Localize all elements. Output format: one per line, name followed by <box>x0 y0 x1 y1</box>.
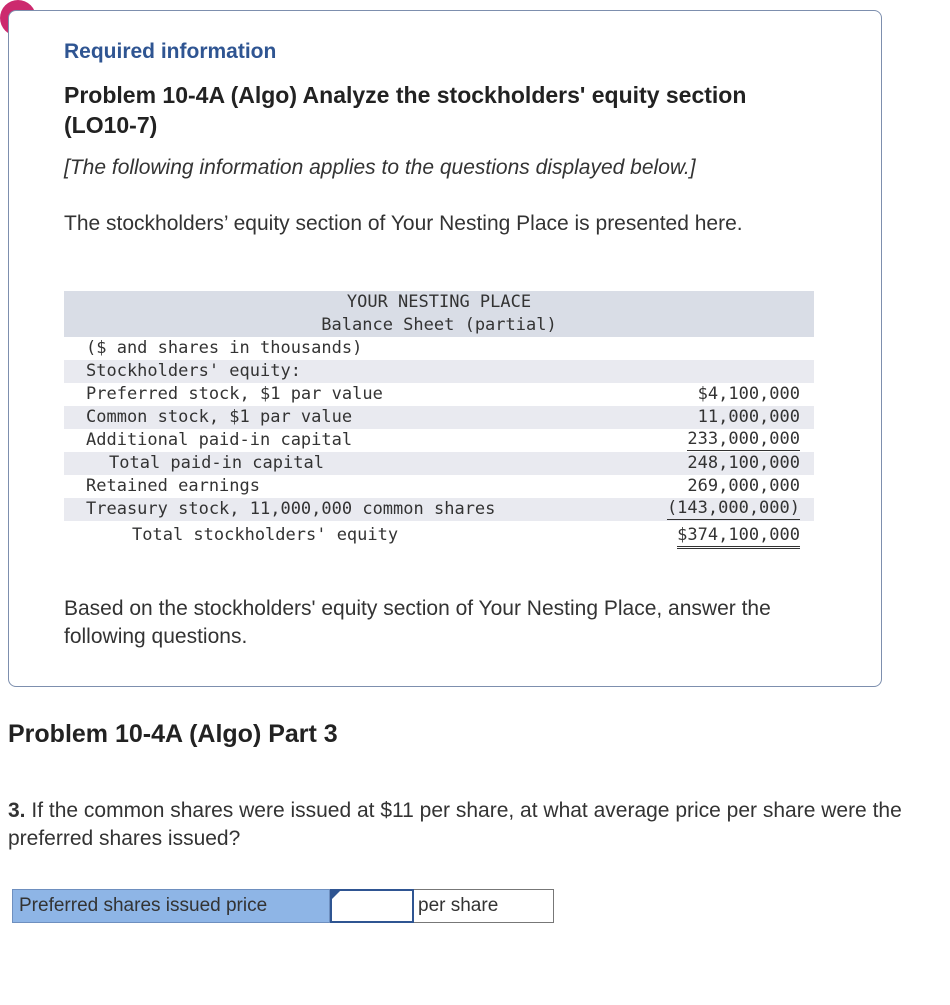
row-label: Additional paid-in capital <box>86 430 353 450</box>
row-amount: 11,000,000 <box>697 407 800 427</box>
table-row <box>64 383 814 406</box>
row-amount: $4,100,000 <box>697 384 800 404</box>
table-row <box>64 498 814 521</box>
row-amount: 233,000,000 <box>687 429 800 449</box>
intro-text: The stockholders’ equity section of Your Nesting Place is presented here. <box>64 212 743 235</box>
units-note: ($ and shares in thousands) <box>86 338 363 358</box>
table-row <box>64 521 814 550</box>
answer-input-wrapper <box>330 889 414 923</box>
row-label: Treasury stock, 11,000,000 common shares <box>86 499 496 519</box>
question-number: 3. <box>8 799 26 822</box>
balance-sheet-table <box>64 291 814 550</box>
units-note-row <box>64 337 814 360</box>
row-amount: 269,000,000 <box>687 476 800 496</box>
balance-sheet-company: YOUR NESTING PLACE <box>64 291 814 314</box>
part-title: Problem 10-4A (Algo) Part 3 <box>8 720 338 748</box>
balance-sheet-title: Balance Sheet (partial) <box>64 314 814 337</box>
section-heading-row <box>64 360 814 383</box>
row-label: Retained earnings <box>86 476 260 496</box>
based-on-text: Based on the stockholders' equity section of Your Nesting Place, answer the following questions. <box>64 597 771 648</box>
table-row <box>64 406 814 429</box>
row-label: Total stockholders' equity <box>132 525 399 545</box>
section-heading: Stockholders' equity: <box>86 361 301 381</box>
question-body: If the common shares were issued at $11 per share, at what average price per share were the preferred shares issued? <box>8 799 902 850</box>
row-label: Common stock, $1 par value <box>86 407 353 427</box>
problem-title: Problem 10-4A (Algo) Analyze the stockholders' equity section (LO10-7) <box>64 82 747 138</box>
input-flag-icon <box>332 891 340 899</box>
required-information-label: Required information <box>64 40 277 63</box>
question-text <box>8 797 928 853</box>
preferred-price-input[interactable] <box>330 889 414 923</box>
applies-note: [The following information applies to the questions displayed below.] <box>64 156 696 179</box>
row-amount: $374,100,000 <box>677 525 800 549</box>
answer-row <box>12 889 554 923</box>
table-row <box>64 475 814 498</box>
table-row <box>64 429 814 452</box>
table-row <box>64 452 814 475</box>
row-amount: (143,000,000) <box>666 498 800 518</box>
answer-label: Preferred shares issued price <box>12 889 330 923</box>
unit-label: per share <box>414 889 554 923</box>
row-label: Preferred stock, $1 par value <box>86 384 383 404</box>
row-amount: 248,100,000 <box>687 453 800 473</box>
row-label: Total paid-in capital <box>109 453 324 473</box>
